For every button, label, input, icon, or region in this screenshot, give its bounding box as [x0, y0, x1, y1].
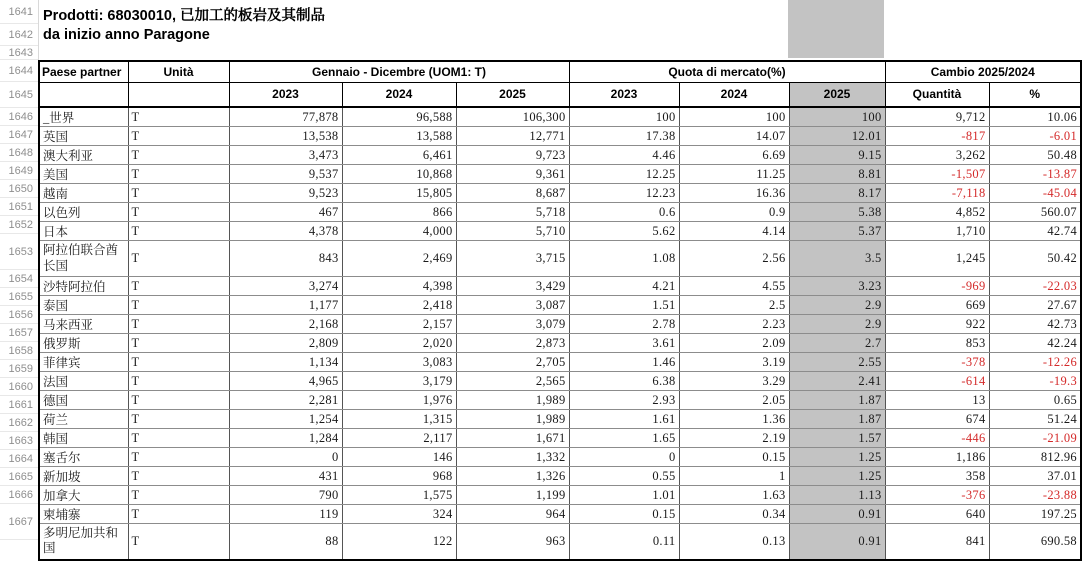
cell-q2025[interactable]: 3.5	[789, 241, 885, 277]
cell-q2024[interactable]: 0.15	[679, 448, 789, 467]
cell-g2024[interactable]: 3,083	[342, 353, 456, 372]
header-volume-2023[interactable]: 2023	[229, 82, 342, 107]
cell-partner[interactable]: 菲律宾	[39, 353, 128, 372]
cell-q2024[interactable]: 6.69	[679, 146, 789, 165]
cell-g2025[interactable]: 3,715	[456, 241, 569, 277]
cell-pct[interactable]: -23.88	[989, 486, 1081, 505]
cell-g2023[interactable]: 1,134	[229, 353, 342, 372]
cell-qty[interactable]: -817	[885, 127, 989, 146]
cell-qty[interactable]: -446	[885, 429, 989, 448]
cell-q2023[interactable]: 1.51	[569, 296, 679, 315]
row-number[interactable]: 1647	[0, 126, 38, 144]
table-row	[39, 315, 1081, 334]
cell-qty[interactable]: 4,852	[885, 203, 989, 222]
row-number[interactable]: 1652	[0, 216, 38, 234]
cell-g2025[interactable]: 12,771	[456, 127, 569, 146]
cell-q2023[interactable]: 5.62	[569, 222, 679, 241]
cell-g2025[interactable]: 1,332	[456, 448, 569, 467]
table-row	[39, 127, 1081, 146]
table-row	[39, 184, 1081, 203]
cell-pct[interactable]: -6.01	[989, 127, 1081, 146]
row-number[interactable]: 1644	[0, 60, 38, 82]
cell-q2023[interactable]: 0	[569, 448, 679, 467]
cell-g2023[interactable]: 3,274	[229, 277, 342, 296]
cell-partner[interactable]: 多明尼加共和国	[39, 524, 128, 560]
cell-pct[interactable]: -22.03	[989, 277, 1081, 296]
row-number[interactable]: 1666	[0, 486, 38, 504]
cell-qty[interactable]: 669	[885, 296, 989, 315]
year-header-row	[39, 82, 1081, 107]
row-number[interactable]: 1643	[0, 46, 38, 60]
cell-q2024[interactable]: 2.56	[679, 241, 789, 277]
header-quota-mercato[interactable]: Quota di mercato(%)	[569, 61, 885, 82]
cell-pct[interactable]: -13.87	[989, 165, 1081, 184]
cell-qty[interactable]: 9,712	[885, 107, 989, 127]
cell-unit[interactable]: T	[128, 146, 229, 165]
cell-g2023[interactable]: 9,537	[229, 165, 342, 184]
table-row	[39, 391, 1081, 410]
cell-pct[interactable]: 42.73	[989, 315, 1081, 334]
row-number[interactable]: 1654	[0, 270, 38, 288]
cell-q2023[interactable]: 1.08	[569, 241, 679, 277]
cell-g2023[interactable]: 13,538	[229, 127, 342, 146]
cell-g2023[interactable]: 2,809	[229, 334, 342, 353]
table-row	[39, 203, 1081, 222]
row-number[interactable]: 1649	[0, 162, 38, 180]
cell-qty[interactable]: 3,262	[885, 146, 989, 165]
cell-q2025[interactable]: 1.57	[789, 429, 885, 448]
cell-pct[interactable]: 560.07	[989, 203, 1081, 222]
row-number[interactable]: 1659	[0, 360, 38, 378]
cell-pct[interactable]: -12.26	[989, 353, 1081, 372]
cell-q2025[interactable]: 3.23	[789, 277, 885, 296]
cell-unit[interactable]: T	[128, 222, 229, 241]
cell-qty[interactable]: -614	[885, 372, 989, 391]
cell-g2025[interactable]: 5,710	[456, 222, 569, 241]
table-row	[39, 372, 1081, 391]
row-number[interactable]: 1653	[0, 234, 38, 270]
cell-q2024[interactable]: 0.9	[679, 203, 789, 222]
cell-partner[interactable]: 德国	[39, 391, 128, 410]
cell-q2024[interactable]: 2.5	[679, 296, 789, 315]
cell-qty[interactable]: 674	[885, 410, 989, 429]
cell-partner[interactable]: 塞舌尔	[39, 448, 128, 467]
cell-q2024[interactable]: 2.19	[679, 429, 789, 448]
cell-g2024[interactable]: 1,976	[342, 391, 456, 410]
cell-q2023[interactable]: 6.38	[569, 372, 679, 391]
cell-q2023[interactable]: 0.15	[569, 505, 679, 524]
cell-g2025[interactable]: 1,671	[456, 429, 569, 448]
cell-g2024[interactable]: 15,805	[342, 184, 456, 203]
cell-partner[interactable]: 荷兰	[39, 410, 128, 429]
cell-g2024[interactable]: 3,179	[342, 372, 456, 391]
cell-q2024[interactable]: 2.23	[679, 315, 789, 334]
cell-q2025[interactable]: 1.13	[789, 486, 885, 505]
table-row	[39, 353, 1081, 372]
cell-pct[interactable]: -21.09	[989, 429, 1081, 448]
header-blank-partner[interactable]	[39, 82, 128, 107]
cell-partner[interactable]: 以色列	[39, 203, 128, 222]
cell-g2024[interactable]: 2,020	[342, 334, 456, 353]
cell-g2024[interactable]: 146	[342, 448, 456, 467]
cell-unit[interactable]: T	[128, 391, 229, 410]
cell-partner[interactable]: 俄罗斯	[39, 334, 128, 353]
row-number[interactable]: 1661	[0, 396, 38, 414]
cell-qty[interactable]: 1,710	[885, 222, 989, 241]
comparison-subtitle[interactable]: da inizio anno Paragone	[43, 27, 210, 43]
cell-unit[interactable]: T	[128, 486, 229, 505]
cell-g2025[interactable]: 106,300	[456, 107, 569, 127]
header-quota-2025[interactable]: 2025	[789, 82, 885, 107]
header-percent[interactable]: %	[989, 82, 1081, 107]
cell-q2023[interactable]: 2.78	[569, 315, 679, 334]
cell-q2025[interactable]: 0.91	[789, 505, 885, 524]
cell-qty[interactable]: 1,186	[885, 448, 989, 467]
cell-g2025[interactable]: 8,687	[456, 184, 569, 203]
cell-q2023[interactable]: 12.23	[569, 184, 679, 203]
cell-qty[interactable]: 841	[885, 524, 989, 560]
cell-g2023[interactable]: 4,965	[229, 372, 342, 391]
row-number[interactable]: 1667	[0, 504, 38, 540]
cell-unit[interactable]: T	[128, 203, 229, 222]
cell-unit[interactable]: T	[128, 277, 229, 296]
cell-g2025[interactable]: 3,429	[456, 277, 569, 296]
cell-g2023[interactable]: 431	[229, 467, 342, 486]
cell-unit[interactable]: T	[128, 448, 229, 467]
cell-partner[interactable]: 柬埔寨	[39, 505, 128, 524]
cell-qty[interactable]: -378	[885, 353, 989, 372]
cell-g2024[interactable]: 2,157	[342, 315, 456, 334]
cell-partner[interactable]: 阿拉伯联合酋长国	[39, 241, 128, 277]
cell-q2023[interactable]: 4.21	[569, 277, 679, 296]
cell-q2024[interactable]: 16.36	[679, 184, 789, 203]
cell-q2024[interactable]: 3.19	[679, 353, 789, 372]
row-number[interactable]: 1648	[0, 144, 38, 162]
cell-unit[interactable]: T	[128, 334, 229, 353]
cell-q2025[interactable]: 1.87	[789, 391, 885, 410]
row-number[interactable]: 1645	[0, 82, 38, 108]
cell-qty[interactable]: -376	[885, 486, 989, 505]
cell-unit[interactable]: T	[128, 107, 229, 127]
cell-pct[interactable]: -45.04	[989, 184, 1081, 203]
cell-g2025[interactable]: 2,565	[456, 372, 569, 391]
cell-qty[interactable]: 13	[885, 391, 989, 410]
cell-g2024[interactable]: 2,418	[342, 296, 456, 315]
cell-g2024[interactable]: 968	[342, 467, 456, 486]
cell-q2023[interactable]: 1.65	[569, 429, 679, 448]
cell-q2023[interactable]: 0.6	[569, 203, 679, 222]
cell-pct[interactable]: 0.65	[989, 391, 1081, 410]
table-row	[39, 107, 1081, 127]
table-row	[39, 277, 1081, 296]
cell-partner[interactable]: 韩国	[39, 429, 128, 448]
cell-partner[interactable]: 法国	[39, 372, 128, 391]
cell-g2024[interactable]: 1,575	[342, 486, 456, 505]
cell-q2025[interactable]: 2.9	[789, 315, 885, 334]
table-row	[39, 467, 1081, 486]
cell-g2024[interactable]: 1,315	[342, 410, 456, 429]
cell-qty[interactable]: -1,507	[885, 165, 989, 184]
header-paese-partner[interactable]: Paese partner	[39, 61, 128, 82]
cell-g2024[interactable]: 2,117	[342, 429, 456, 448]
cell-g2024[interactable]: 10,868	[342, 165, 456, 184]
cell-g2023[interactable]: 1,254	[229, 410, 342, 429]
cell-g2025[interactable]: 1,199	[456, 486, 569, 505]
cell-g2025[interactable]: 1,989	[456, 391, 569, 410]
cell-g2024[interactable]: 866	[342, 203, 456, 222]
cell-q2023[interactable]: 3.61	[569, 334, 679, 353]
cell-pct[interactable]: 51.24	[989, 410, 1081, 429]
cell-g2025[interactable]: 9,361	[456, 165, 569, 184]
header-volume-2024[interactable]: 2024	[342, 82, 456, 107]
cell-unit[interactable]: T	[128, 127, 229, 146]
cell-g2024[interactable]: 6,461	[342, 146, 456, 165]
cell-g2025[interactable]: 1,326	[456, 467, 569, 486]
cell-pct[interactable]: 50.48	[989, 146, 1081, 165]
cell-unit[interactable]: T	[128, 372, 229, 391]
cell-partner[interactable]: 越南	[39, 184, 128, 203]
cell-q2025[interactable]: 1.25	[789, 467, 885, 486]
row-number[interactable]: 1651	[0, 198, 38, 216]
cell-pct[interactable]: 690.58	[989, 524, 1081, 560]
cell-qty[interactable]: 358	[885, 467, 989, 486]
row-number[interactable]: 1662	[0, 414, 38, 432]
cell-g2023[interactable]: 2,168	[229, 315, 342, 334]
cell-g2024[interactable]: 122	[342, 524, 456, 560]
cell-q2023[interactable]: 12.25	[569, 165, 679, 184]
cell-g2023[interactable]: 4,378	[229, 222, 342, 241]
cell-qty[interactable]: 922	[885, 315, 989, 334]
cell-q2024[interactable]: 1	[679, 467, 789, 486]
row-number[interactable]: 1664	[0, 450, 38, 468]
row-number[interactable]: 1650	[0, 180, 38, 198]
cell-q2023[interactable]: 17.38	[569, 127, 679, 146]
cell-q2024[interactable]: 4.55	[679, 277, 789, 296]
cell-q2023[interactable]: 1.46	[569, 353, 679, 372]
cell-qty[interactable]: 1,245	[885, 241, 989, 277]
cell-q2023[interactable]: 0.11	[569, 524, 679, 560]
cell-pct[interactable]: -19.3	[989, 372, 1081, 391]
cell-unit[interactable]: T	[128, 184, 229, 203]
cell-pct[interactable]: 10.06	[989, 107, 1081, 127]
cell-unit[interactable]: T	[128, 467, 229, 486]
cell-q2024[interactable]: 4.14	[679, 222, 789, 241]
cell-g2024[interactable]: 96,588	[342, 107, 456, 127]
cell-g2023[interactable]: 3,473	[229, 146, 342, 165]
cell-g2023[interactable]: 1,284	[229, 429, 342, 448]
cell-pct[interactable]: 27.67	[989, 296, 1081, 315]
row-number[interactable]: 1663	[0, 432, 38, 450]
table-row	[39, 296, 1081, 315]
group-header-row	[39, 61, 1081, 82]
cell-g2024[interactable]: 324	[342, 505, 456, 524]
cell-q2025[interactable]: 0.91	[789, 524, 885, 560]
cell-q2025[interactable]: 2.41	[789, 372, 885, 391]
cell-g2025[interactable]: 9,723	[456, 146, 569, 165]
row-number[interactable]: 1657	[0, 324, 38, 342]
cell-g2023[interactable]: 2,281	[229, 391, 342, 410]
header-quantita[interactable]: Quantità	[885, 82, 989, 107]
row-number[interactable]: 1665	[0, 468, 38, 486]
header-unita[interactable]: Unità	[128, 61, 229, 82]
cell-partner[interactable]: 泰国	[39, 296, 128, 315]
cell-q2024[interactable]: 2.05	[679, 391, 789, 410]
cell-partner[interactable]: 加拿大	[39, 486, 128, 505]
cell-g2025[interactable]: 5,718	[456, 203, 569, 222]
cell-partner[interactable]: 英国	[39, 127, 128, 146]
cell-pct[interactable]: 42.24	[989, 334, 1081, 353]
cell-unit[interactable]: T	[128, 505, 229, 524]
cell-g2025[interactable]: 963	[456, 524, 569, 560]
cell-partner[interactable]: _世界	[39, 107, 128, 127]
selected-column-highlight	[788, 0, 884, 58]
cell-g2025[interactable]: 2,873	[456, 334, 569, 353]
table-row	[39, 165, 1081, 184]
cell-q2024[interactable]: 0.34	[679, 505, 789, 524]
table-row	[39, 448, 1081, 467]
cell-q2025[interactable]: 5.38	[789, 203, 885, 222]
header-quota-2024[interactable]: 2024	[679, 82, 789, 107]
table-row	[39, 524, 1081, 560]
row-number[interactable]: 1658	[0, 342, 38, 360]
row-number[interactable]: 1642	[0, 24, 38, 46]
cell-g2023[interactable]: 1,177	[229, 296, 342, 315]
cell-g2023[interactable]: 9,523	[229, 184, 342, 203]
header-blank-unit[interactable]	[128, 82, 229, 107]
cell-q2024[interactable]: 11.25	[679, 165, 789, 184]
cell-g2024[interactable]: 4,000	[342, 222, 456, 241]
cell-q2025[interactable]: 1.87	[789, 410, 885, 429]
cell-q2023[interactable]: 2.93	[569, 391, 679, 410]
cell-unit[interactable]: T	[128, 353, 229, 372]
header-volume-2025[interactable]: 2025	[456, 82, 569, 107]
cell-q2025[interactable]: 9.15	[789, 146, 885, 165]
cell-unit[interactable]: T	[128, 429, 229, 448]
cell-q2024[interactable]: 3.29	[679, 372, 789, 391]
table-row	[39, 241, 1081, 277]
cell-g2023[interactable]: 0	[229, 448, 342, 467]
table-row	[39, 146, 1081, 165]
cell-q2024[interactable]: 1.36	[679, 410, 789, 429]
cell-unit[interactable]: T	[128, 315, 229, 334]
row-number-gutter	[0, 0, 39, 540]
cell-g2024[interactable]: 4,398	[342, 277, 456, 296]
cell-g2023[interactable]: 88	[229, 524, 342, 560]
cell-g2023[interactable]: 119	[229, 505, 342, 524]
cell-pct[interactable]: 197.25	[989, 505, 1081, 524]
header-cambio[interactable]: Cambio 2025/2024	[885, 61, 1081, 82]
cell-q2025[interactable]: 2.55	[789, 353, 885, 372]
table-row	[39, 505, 1081, 524]
cell-unit[interactable]: T	[128, 296, 229, 315]
cell-partner[interactable]: 日本	[39, 222, 128, 241]
cell-g2023[interactable]: 843	[229, 241, 342, 277]
cell-qty[interactable]: -969	[885, 277, 989, 296]
header-gennaio-dicembre[interactable]: Gennaio - Dicembre (UOM1: T)	[229, 61, 569, 82]
cell-pct[interactable]: 42.74	[989, 222, 1081, 241]
cell-q2025[interactable]: 2.9	[789, 296, 885, 315]
table-row	[39, 410, 1081, 429]
cell-unit[interactable]: T	[128, 165, 229, 184]
cell-q2025[interactable]: 8.17	[789, 184, 885, 203]
cell-q2025[interactable]: 5.37	[789, 222, 885, 241]
cell-partner[interactable]: 马来西亚	[39, 315, 128, 334]
cell-partner[interactable]: 美国	[39, 165, 128, 184]
cell-qty[interactable]: -7,118	[885, 184, 989, 203]
cell-q2025[interactable]: 100	[789, 107, 885, 127]
cell-q2025[interactable]: 12.01	[789, 127, 885, 146]
cell-partner[interactable]: 新加坡	[39, 467, 128, 486]
cell-q2025[interactable]: 8.81	[789, 165, 885, 184]
cell-q2024[interactable]: 0.13	[679, 524, 789, 560]
cell-qty[interactable]: 853	[885, 334, 989, 353]
cell-g2023[interactable]: 790	[229, 486, 342, 505]
cell-g2023[interactable]: 77,878	[229, 107, 342, 127]
cell-partner[interactable]: 澳大利亚	[39, 146, 128, 165]
cell-q2023[interactable]: 0.55	[569, 467, 679, 486]
cell-g2024[interactable]: 2,469	[342, 241, 456, 277]
product-title[interactable]: Prodotti: 68030010, 已加工的板岩及其制品	[43, 8, 325, 24]
cell-q2024[interactable]: 100	[679, 107, 789, 127]
cell-g2024[interactable]: 13,588	[342, 127, 456, 146]
trade-data-table	[38, 60, 1082, 561]
cell-q2023[interactable]: 1.61	[569, 410, 679, 429]
cell-unit[interactable]: T	[128, 410, 229, 429]
cell-q2024[interactable]: 14.07	[679, 127, 789, 146]
cell-unit[interactable]: T	[128, 524, 229, 560]
table-row	[39, 334, 1081, 353]
cell-q2025[interactable]: 2.7	[789, 334, 885, 353]
cell-g2025[interactable]: 3,087	[456, 296, 569, 315]
cell-q2024[interactable]: 2.09	[679, 334, 789, 353]
table-row	[39, 222, 1081, 241]
cell-unit[interactable]: T	[128, 241, 229, 277]
table-row	[39, 486, 1081, 505]
cell-pct[interactable]: 37.01	[989, 467, 1081, 486]
cell-g2025[interactable]: 2,705	[456, 353, 569, 372]
cell-q2025[interactable]: 1.25	[789, 448, 885, 467]
row-number[interactable]: 1646	[0, 108, 38, 126]
cell-pct[interactable]: 812.96	[989, 448, 1081, 467]
cell-g2025[interactable]: 3,079	[456, 315, 569, 334]
cell-q2024[interactable]: 1.63	[679, 486, 789, 505]
row-number[interactable]: 1655	[0, 288, 38, 306]
row-number[interactable]: 1660	[0, 378, 38, 396]
cell-q2023[interactable]: 4.46	[569, 146, 679, 165]
table-row	[39, 429, 1081, 448]
row-number[interactable]: 1656	[0, 306, 38, 324]
cell-g2025[interactable]: 1,989	[456, 410, 569, 429]
cell-partner[interactable]: 沙特阿拉伯	[39, 277, 128, 296]
cell-q2023[interactable]: 1.01	[569, 486, 679, 505]
cell-pct[interactable]: 50.42	[989, 241, 1081, 277]
cell-g2025[interactable]: 964	[456, 505, 569, 524]
cell-qty[interactable]: 640	[885, 505, 989, 524]
row-number[interactable]: 1641	[0, 0, 38, 24]
cell-q2023[interactable]: 100	[569, 107, 679, 127]
header-quota-2023[interactable]: 2023	[569, 82, 679, 107]
cell-g2023[interactable]: 467	[229, 203, 342, 222]
